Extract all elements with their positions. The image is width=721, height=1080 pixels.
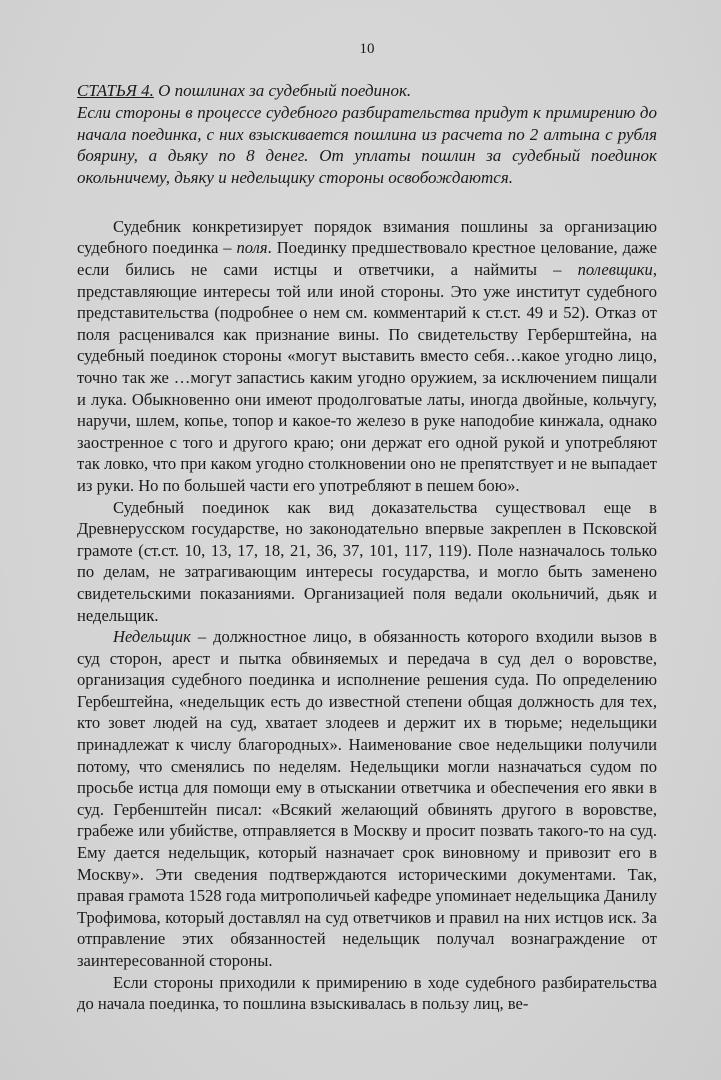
body-paragraph (77, 972, 657, 1015)
article-summary: Если стороны в процессе судебного разбирательства придут к примирению до начала поединка, с них взыскивается пошлина из расчета по 2 алтына с рубля боярину, а дьяку по 8 денег. От уплаты пошлин за судебный поединок окольничему, дьяку и недельщику стороны освобождаются. (77, 103, 657, 188)
body-paragraph (77, 626, 657, 972)
article-heading (77, 80, 657, 102)
text-run: . Поединку предшествовало крестное целование, даже если бились не сами истцы и ответчики, а наймиты – (77, 238, 657, 279)
text-run: Если стороны приходили к примирению в ходе судебного разбирательства до начала поединка, то пошлина взыскивалась в пользу лиц, ве- (77, 972, 657, 1014)
text-run: , представляющие интересы той или иной стороны. Это уже институт судебного представительства (подробнее о нем см. комментарий к ст.ст. 49 и 52). Отказ от поля расценивался как признание вины. По свидетельству Герберштейна, на судебный поединок стороны «могут выставить вместо себя…какое угодно лицо, точно так же …могут запастись каким угодно оружием, за исключением пищали и лука. Обыкновенно они имеют продолговатые латы, иногда двойные, кольчугу, наручи, шлем, копье, топор и какое-то железо в руке наподобие кинжала, однако заостренное с того и другого краю; они держат его одной рукой и употребляют так ловко, что при каком угодно столкновении оно не препятствует и не выпадает из руки. Но по большей части его употребляют в пешем бою». (77, 260, 657, 495)
body-paragraph (77, 497, 657, 627)
italic-term: полевщики (577, 260, 653, 279)
body-paragraph (77, 216, 657, 497)
article-number-label: СТАТЬЯ 4. (77, 81, 154, 100)
italic-term: поля (236, 238, 268, 258)
italic-term: Недельщик (113, 627, 191, 647)
text-run: – должностное лицо, в обязанность которого входили вызов в суд сторон, арест и пытка обвиняемых и передача в суд дел о воровстве, организация судебного поединка и исполнение решения суда. По определению Гербештейна, «недельщик есть до известной степени общая должность для тех, кто зовет людей на суд, хватает злодеев и держит их в тюрьме; недельщики принадлежат к числу благородных». Наименование свое недельщики получили потому, что сменялись по неделям. Недельщики могли назначаться судом по просьбе истца для помощи ему в отыскании ответчика и обеспечения его явки в суд. Гербенштейн писал: «Всякий желающий обвинять другого в воровстве, грабеже или убийстве, отправляется в Москву и просит позвать такого-то на суд. Ему дается недельщик, который назначает срок виновному и привозит его в Москву». Эти сведения подтверждаются историческими документами. Так, правая грамота 1528 года митрополичьей кафедре упоминает недельщика Данилу Трофимова, который доставлял на суд ответчиков и правил на них истцов иск. За отправление этих обязанностей недельщик получал вознаграждение от заинтересованной стороны. (77, 627, 657, 970)
article-title: О пошлинах за судебный поединок. (153, 81, 412, 100)
text-run: Судебный поединок как вид доказательства существовал еще в Древнерусском государстве, но законодательно впервые закреплен в Псковской грамоте (ст.ст. 10, 13, 17, 18, 21, 36, 37, 101, 117, 119). Поле назначалось только по делам, не затрагивающим интересы государства, и могло быть заменено свидетельскими показаниями. Организацией поля ведали окольничий, дьяк и недельщик. (77, 497, 657, 625)
page-number: 10 (359, 41, 375, 57)
text-run: Судебник конкретизирует порядок взимания пошлины за организацию судебного поединка – (77, 216, 657, 258)
body-text (77, 216, 657, 1015)
